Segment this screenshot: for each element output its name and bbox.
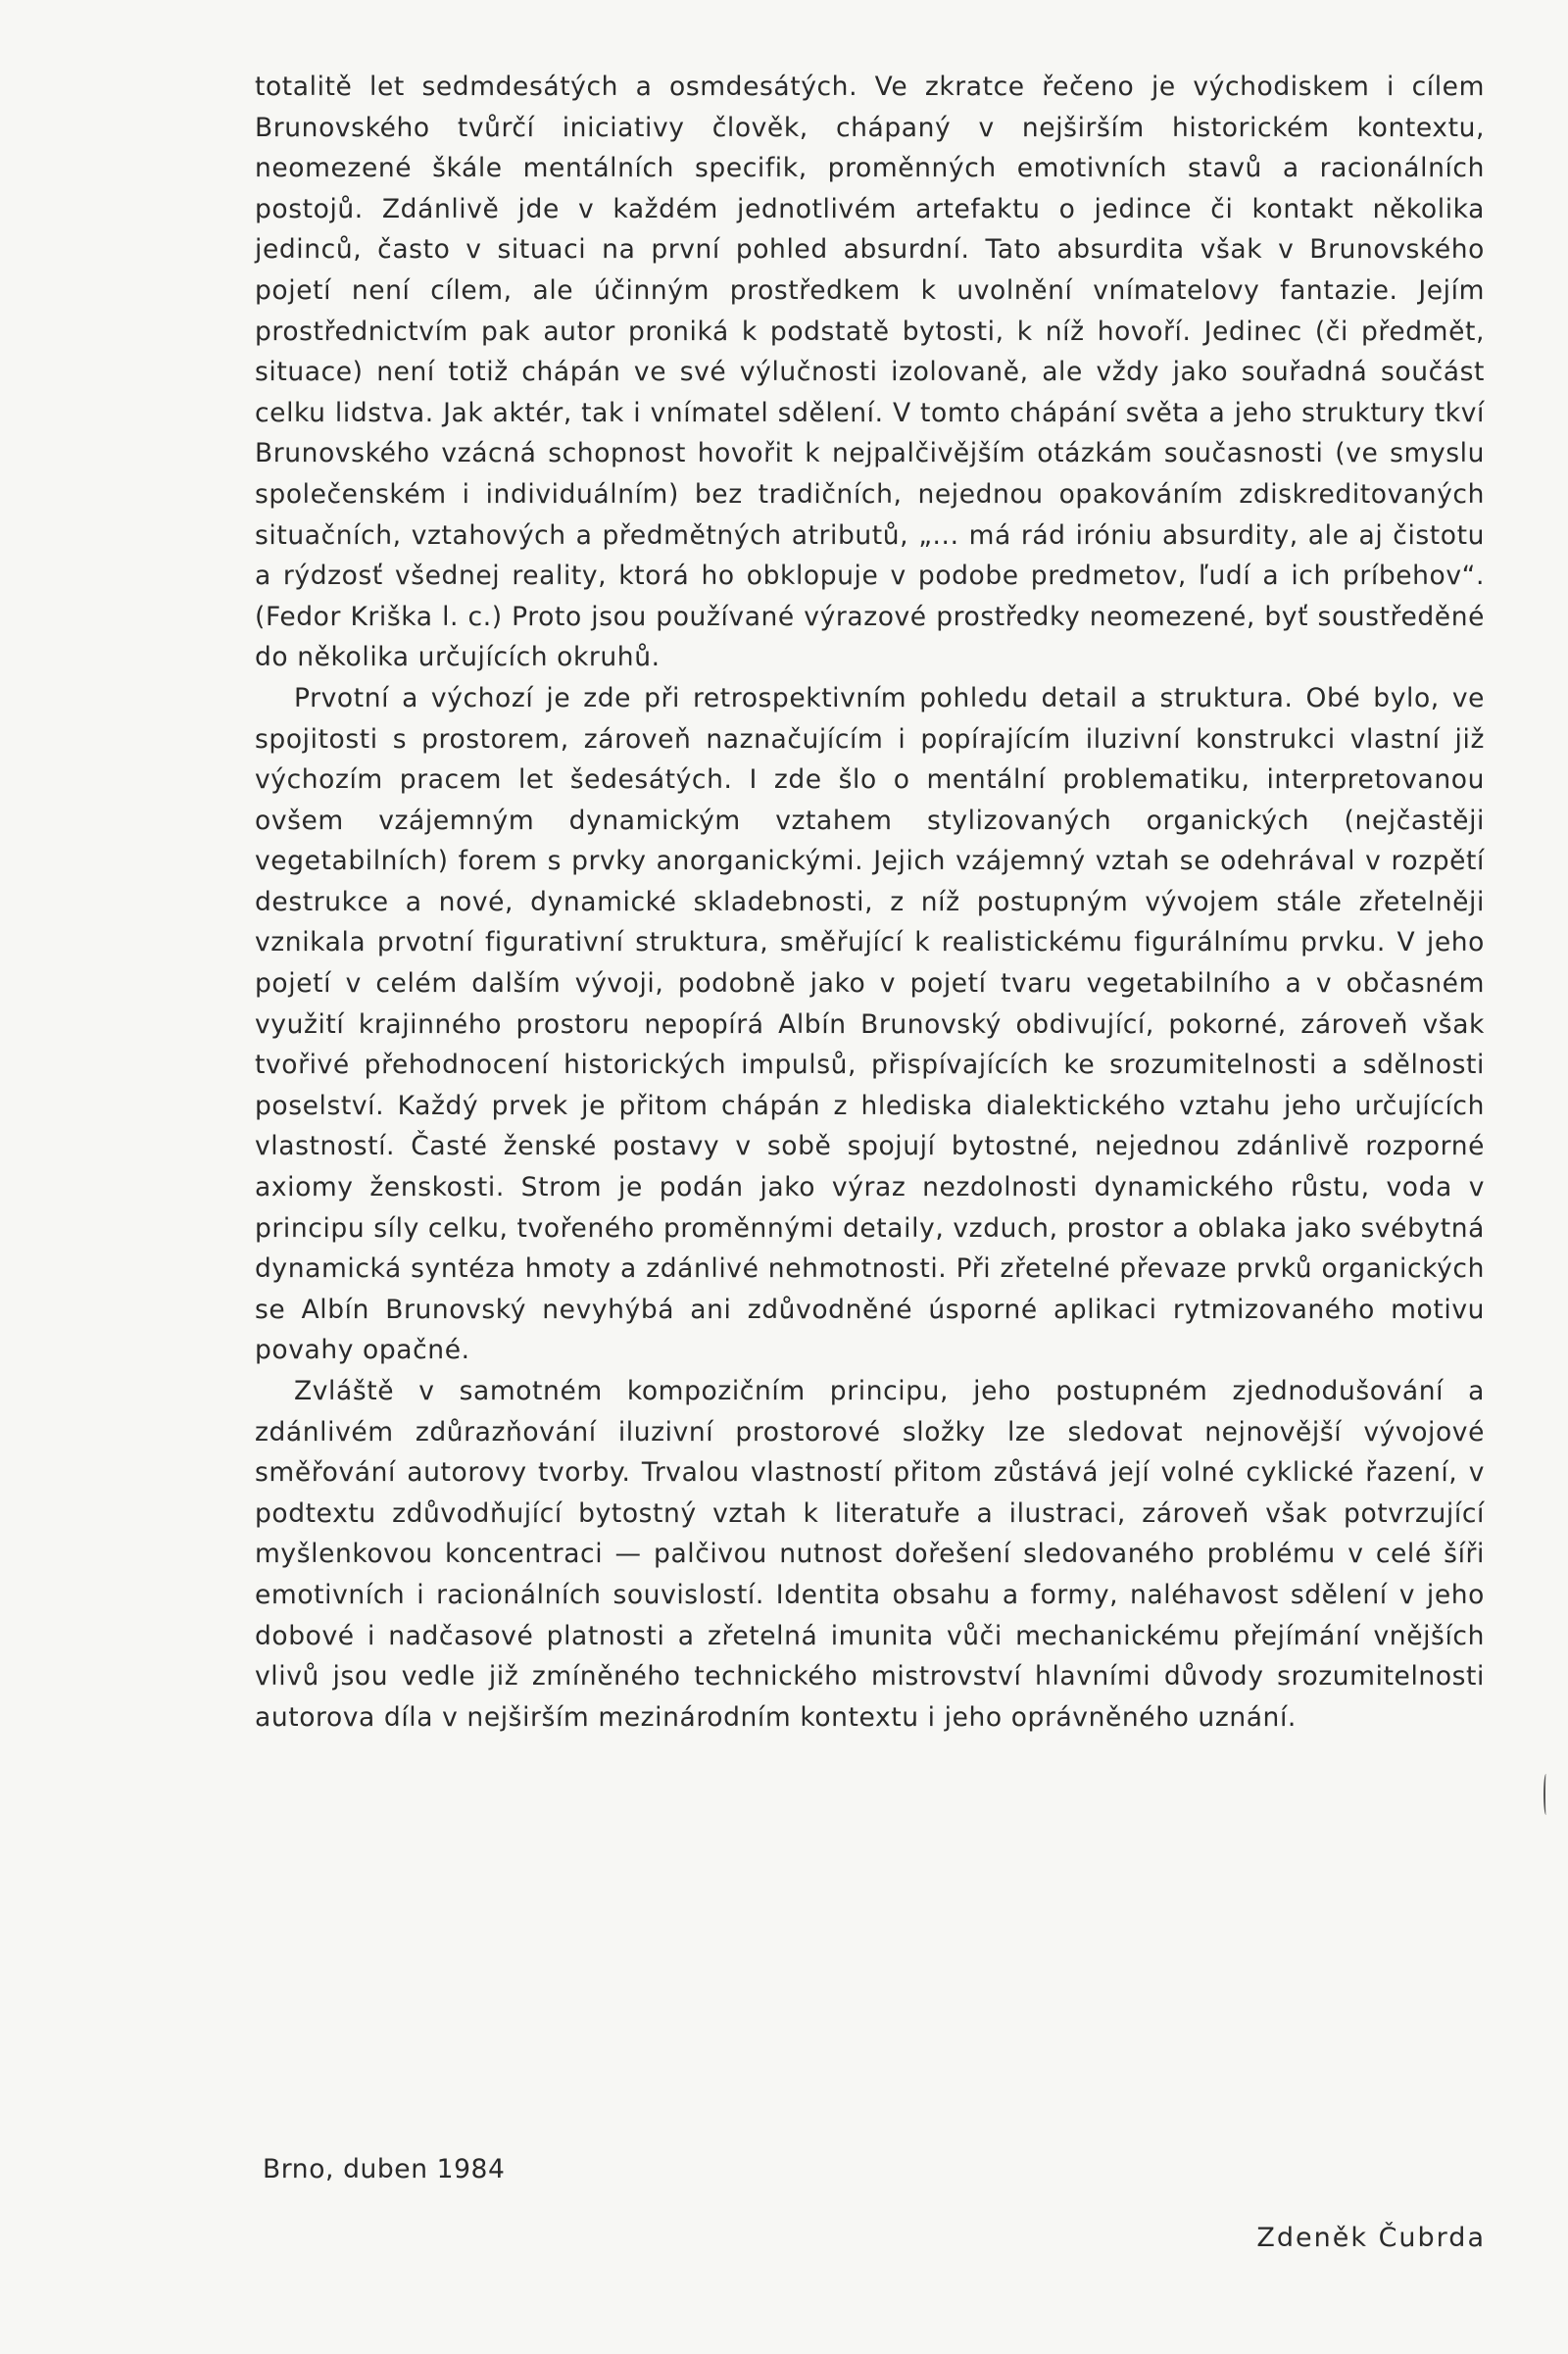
- place-date: Brno, duben 1984: [263, 2154, 506, 2184]
- paragraph-2: Prvotní a výchozí je zde při retrospektivním pohledu detail a struktura. Obé bylo, ve spojitosti s prostorem, zároveň naznačujícím i popírajícím iluzivní konstrukci vlastní již výchozím pracem let šedesátých. I zde šlo o mentální problematiku, interpretovanou ovšem vzájemným dynamickým vztahem stylizovaných organických (nejčastěji vegetabilních) forem s prvky anorganickými. Jejich vzájemný vztah se odehrával v rozpětí destrukce a nové, dynamické skladebnosti, z níž postupným vývojem stále zřetelněji vznikala prvotní figurativní struktura, směřující k realistickému figurálnímu prvku. V jeho pojetí v celém dalším vývoji, podobně jako v pojetí tvaru vegetabilního a v občasném využití krajinného prostoru nepopírá Albín Brunovský obdivující, pokorné, zároveň však tvořivé přehodnocení historických impulsů, přispívajících ke srozumitelnosti a sdělnosti poselství. Každý prvek je přitom chápán z hlediska dialektického vztahu jeho určujících vlastností. Časté ženské postavy v sobě spojují bytostné, nejednou zdánlivě rozporné axiomy ženskosti. Strom je podán jako výraz nezdolnosti dynamického růstu, voda v principu síly celku, tvořeného proměnnými detaily, vzduch, prostor a oblaka jako svébytná dynamická syntéza hmoty a zdánlivé nehmotnosti. Při zřetelné převaze prvků organických se Albín Brunovský nevyhýbá ani zdůvodněné úsporné aplikaci rytmizovaného motivu povahy opačné.: [255, 682, 1485, 1366]
- margin-bracket-mark: [1544, 1774, 1548, 1815]
- paragraph-1: totalitě let sedmdesátých a osmdesátých. Ve zkratce řečeno je východiskem i cílem Brunovského tvůrčí iniciativy člověk, chápaný v nejširším historickém kontextu, neomezené škále mentálních specifik, proměnných emotivních stavů a racionálních postojů. Zdánlivě jde v každém jednotlivém artefaktu o jedince či kontakt několika jedinců, často v situaci na první pohled absurdní. Tato absurdita však v Brunovského pojetí není cílem, ale účinným prostředkem k uvolnění vnímatelovy fantazie. Jejím prostřednictvím pak autor proniká k podstatě bytosti, k níž hovoří. Jedinec (či předmět, situace) není totiž chápán ve své výlučnosti izolovaně, ale vždy jako souřadná součást celku lidstva. Jak aktér, tak i vnímatel sdělení. V tomto chápání světa a jeho struktury tkví Brunovského vzácná schopnost hovořit k nejpalčivějším otázkám současnosti (ve smyslu společenském i individuálním) bez tradičních, nejednou opakováním zdiskreditovaných situačních, vztahových a předmětných atributů, „... má rád iróniu absurdity, ale aj čistotu a rýdzosť všednej reality, ktorá ho obklopuje v podobe predmetov, ľudí a ich príbehov“. (Fedor Kriška l. c.) Proto jsou používané výrazové prostředky neomezené, byť soustředěné do několika určujících okruhů.: [255, 72, 1485, 673]
- body-text: [255, 67, 1485, 1738]
- paragraph-3: Zvláště v samotném kompozičním principu, jeho postupném zjednodušování a zdánlivém zdůrazňování iluzivní prostorové složky lze sledovat nejnovější vývojové směřování autorovy tvorby. Trvalou vlastností přitom zůstává její volné cyklické řazení, v podtextu zdůvodňující bytostný vztah k literatuře a ilustraci, zároveň však potvrzující myšlenkovou koncentraci — palčivou nutnost dořešení sledovaného problému v celé šíři emotivních i racionálních souvislostí. Identita obsahu a formy, naléhavost sdělení v jeho dobové i nadčasové platnosti a zřetelná imunita vůči mechanickému přejímání vnějších vlivů jsou vedle již zmíněného technického mistrovství hlavními důvody srozumitelnosti autorova díla v nejširším mezinárodním kontextu i jeho oprávněného uznání.: [255, 1376, 1485, 1733]
- author-signature: Zdeněk Čubrda: [1256, 2223, 1486, 2253]
